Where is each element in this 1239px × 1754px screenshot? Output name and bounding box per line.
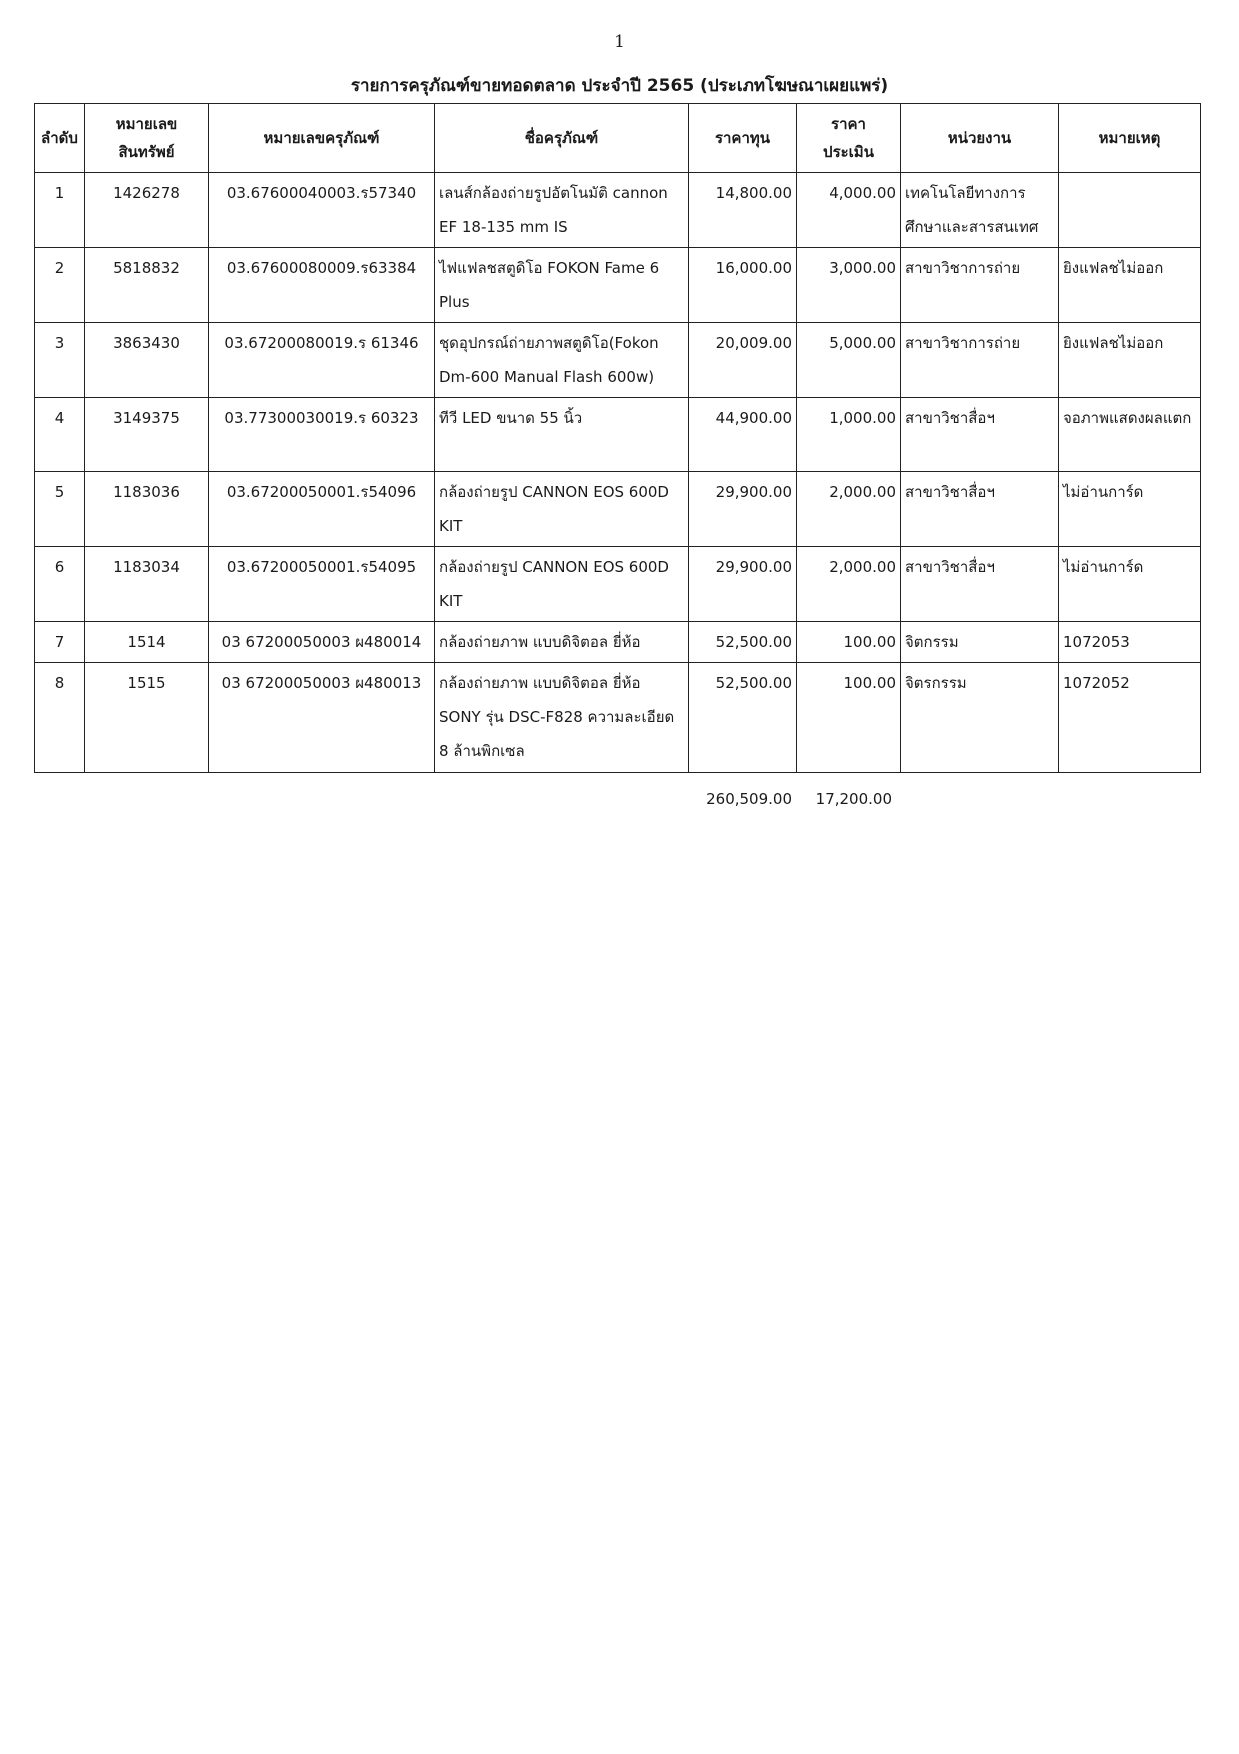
header-remark: หมายเหตุ: [1059, 104, 1201, 173]
cell-asset-no: 1514: [85, 622, 209, 663]
header-appraisal-line2: ประเมิน: [823, 143, 874, 161]
header-cost: ราคาทุน: [689, 104, 797, 173]
document-title: รายการครุภัณฑ์ขายทอดตลาด ประจำปี 2565 (ประเภทโฆษณาเผยแพร่): [350, 76, 889, 96]
cell-asset-no: 5818832: [85, 248, 209, 323]
cell-appraisal: 5,000.00: [797, 323, 901, 398]
cell-department: จิตกรรม: [901, 622, 1059, 663]
cell-appraisal: 100.00: [797, 663, 901, 773]
cell-no: 5: [35, 472, 85, 547]
cell-remark: 1072052: [1059, 663, 1201, 773]
cell-department: สาขาวิชาสื่อฯ: [901, 398, 1059, 472]
cell-equip-no: 03 67200050003 ผ480013: [209, 663, 435, 773]
cell-cost: 14,800.00: [689, 173, 797, 248]
table-row: [35, 547, 1201, 622]
cell-appraisal: 2,000.00: [797, 472, 901, 547]
header-asset-no: [85, 104, 209, 173]
cell-asset-no: 1183034: [85, 547, 209, 622]
cell-name: ไฟแฟลชสตูดิโอ FOKON Fame 6 Plus: [435, 248, 689, 323]
cell-no: 6: [35, 547, 85, 622]
cell-name: ชุดอุปกรณ์ถ่ายภาพสตูดิโอ(Fokon Dm-600 Manual Flash 600w): [435, 323, 689, 398]
cell-appraisal: 2,000.00: [797, 547, 901, 622]
cell-department: สาขาวิชาสื่อฯ: [901, 472, 1059, 547]
cell-name: กล้องถ่ายรูป CANNON EOS 600D KIT: [435, 547, 689, 622]
cell-department: เทคโนโลยีทางการศึกษาและสารสนเทศ: [901, 173, 1059, 248]
cell-remark: 1072053: [1059, 622, 1201, 663]
cell-name: เลนส์กล้องถ่ายรูปอัตโนมัติ cannon EF 18-135 mm IS: [435, 173, 689, 248]
cell-equip-no: 03.67600080009.ร63384: [209, 248, 435, 323]
cell-equip-no: 03.67200050001.ร54095: [209, 547, 435, 622]
cell-no: 8: [35, 663, 85, 773]
cell-remark: ยิงแฟลชไม่ออก: [1059, 323, 1201, 398]
cell-no: 2: [35, 248, 85, 323]
cell-appraisal: 100.00: [797, 622, 901, 663]
cell-asset-no: 1426278: [85, 173, 209, 248]
cell-remark: จอภาพแสดงผลแตก: [1059, 398, 1201, 472]
cell-equip-no: 03 67200050003 ผ480014: [209, 622, 435, 663]
header-department: หน่วยงาน: [901, 104, 1059, 173]
table-row: [35, 173, 1201, 248]
cell-remark: ไม่อ่านการ์ด: [1059, 472, 1201, 547]
cell-name: ทีวี LED ขนาด 55 นิ้ว: [435, 398, 689, 472]
total-appraisal: 17,200.00: [815, 790, 892, 808]
cell-cost: 52,500.00: [689, 663, 797, 773]
header-appraisal-line1: ราคา: [831, 115, 866, 133]
cell-name: กล้องถ่ายรูป CANNON EOS 600D KIT: [435, 472, 689, 547]
cell-equip-no: 03.67600040003.ร57340: [209, 173, 435, 248]
cell-cost: 16,000.00: [689, 248, 797, 323]
cell-appraisal: 3,000.00: [797, 248, 901, 323]
cell-department: สาขาวิชาการถ่าย: [901, 323, 1059, 398]
totals-row: [0, 790, 1239, 814]
cell-asset-no: 3149375: [85, 398, 209, 472]
total-cost: 260,509.00: [706, 790, 792, 808]
cell-department: สาขาวิชาสื่อฯ: [901, 547, 1059, 622]
table-header-row: [35, 104, 1201, 173]
cell-remark: ยิงแฟลชไม่ออก: [1059, 248, 1201, 323]
cell-asset-no: 1515: [85, 663, 209, 773]
cell-cost: 44,900.00: [689, 398, 797, 472]
cell-department: สาขาวิชาการถ่าย: [901, 248, 1059, 323]
cell-name: กล้องถ่ายภาพ แบบดิจิตอล ยี่ห้อ SONY รุ่น DSC-F828 ความละเอียด 8 ล้านพิกเซล: [435, 663, 689, 773]
cell-appraisal: 4,000.00: [797, 173, 901, 248]
header-appraisal: [797, 104, 901, 173]
cell-remark: [1059, 173, 1201, 248]
cell-cost: 20,009.00: [689, 323, 797, 398]
table-row: [35, 472, 1201, 547]
cell-equip-no: 03.67200080019.ร 61346: [209, 323, 435, 398]
cell-no: 4: [35, 398, 85, 472]
header-equip-no: หมายเลขครุภัณฑ์: [209, 104, 435, 173]
cell-no: 3: [35, 323, 85, 398]
cell-cost: 29,900.00: [689, 547, 797, 622]
cell-asset-no: 1183036: [85, 472, 209, 547]
cell-department: จิตรกรรม: [901, 663, 1059, 773]
table-row: [35, 398, 1201, 472]
page-number: 1: [614, 32, 625, 52]
equipment-table: [34, 103, 1201, 773]
header-no: ลำดับ: [35, 104, 85, 173]
header-asset-no-line1: หมายเลข: [115, 115, 178, 133]
cell-name: กล้องถ่ายภาพ แบบดิจิตอล ยี่ห้อ: [435, 622, 689, 663]
cell-cost: 52,500.00: [689, 622, 797, 663]
cell-no: 1: [35, 173, 85, 248]
cell-remark: ไม่อ่านการ์ด: [1059, 547, 1201, 622]
table-row: [35, 248, 1201, 323]
cell-no: 7: [35, 622, 85, 663]
header-asset-no-line2: สินทรัพย์: [118, 143, 175, 161]
cell-equip-no: 03.67200050001.ร54096: [209, 472, 435, 547]
cell-equip-no: 03.77300030019.ร 60323: [209, 398, 435, 472]
table-row: [35, 323, 1201, 398]
cell-cost: 29,900.00: [689, 472, 797, 547]
header-name: ชื่อครุภัณฑ์: [435, 104, 689, 173]
cell-asset-no: 3863430: [85, 323, 209, 398]
table-row: [35, 622, 1201, 663]
cell-appraisal: 1,000.00: [797, 398, 901, 472]
table-row: [35, 663, 1201, 773]
